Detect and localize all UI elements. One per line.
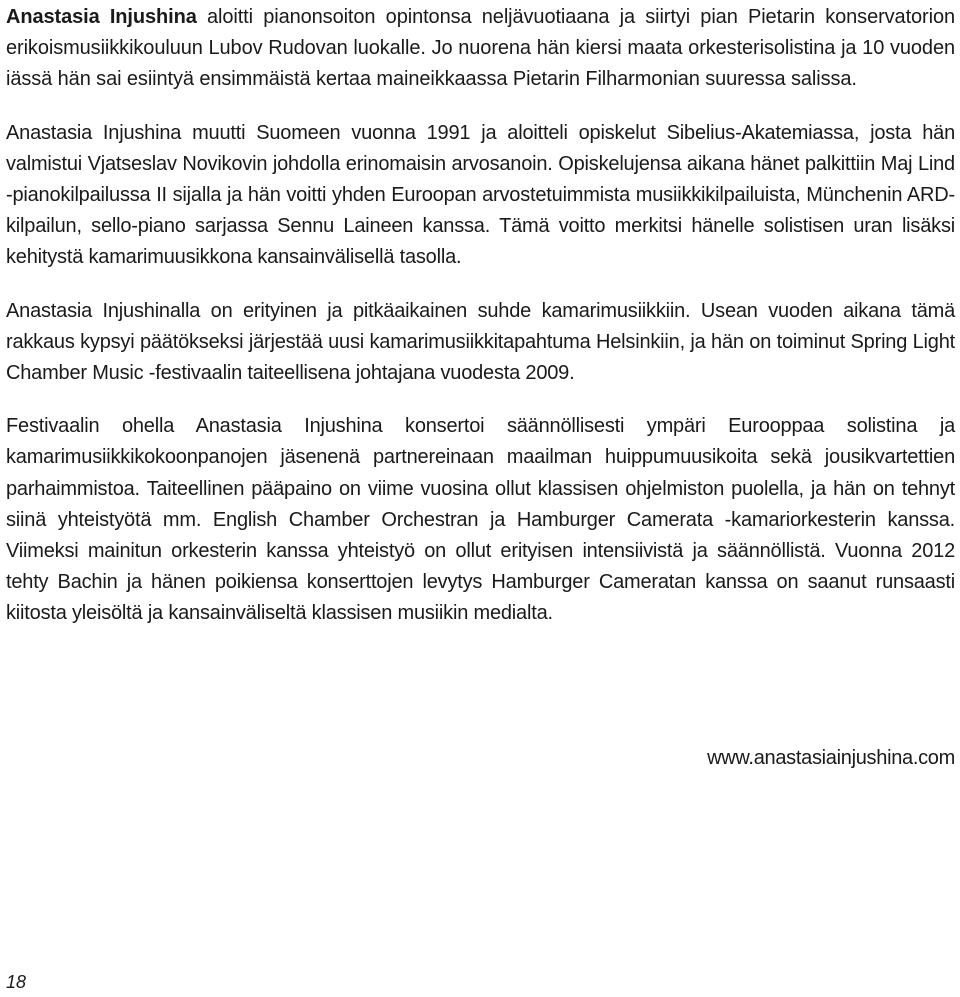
paragraph-intro-text: aloitti pianonsoiton opintonsa neljävuotiaana ja siirtyi pian Pietarin konservatorion erikoismusiikkikouluun Lubov Rudovan luokalle. Jo nuorena hän kiersi maata orkesterisolistina ja 10 vuoden iässä hän sai esiintyä ensimmäistä kertaa maineikkaassa Pietarin Filharmonian suuressa salissa. — [6, 6, 956, 91]
website-url: www.anastasiainjushina.com — [707, 747, 955, 769]
paragraph-chamber-music: Anastasia Injushinalla on erityinen ja pitkäaikainen suhde kamarimusiikkiin. Usean vuoden aikana tämä rakkaus kypsyi päätökseksi järjestää uusi kamarimusiikkitapahtuma Helsinkiin, ja hän on toiminut Spring Light Chamber Music -festivaalin taiteellisena johtajana vuodesta 2009. — [6, 299, 955, 385]
paragraph-career: Festivaalin ohella Anastasia Injushina konsertoi säännöllisesti ympäri Eurooppaa solistina ja kamarimusiikkikokoonpanojen jäsenenä partnereinaan maailman huippumuusikoita sekä jousikvartettien parhaimmistoa. Taiteellinen pääpaino on viime vuosina ollut klassisen ohjelmiston puolella, ja hän on tehnyt siinä yhteistyötä mm. English Chamber Orchestran ja Hamburger Camerata -kamariorkesterin kanssa. Viimeksi mainitun orkesterin kanssa yhteistyö on ollut erityisen intensiivistä ja säännöllistä. Vuonna 2012 tehty Bachin ja hänen poikiensa konserttojen levytys Hamburger Cameratan kanssa on saanut runsaasti kiitosta yleisöltä ja kansainväliseltä klassisen musiikin medialta. — [6, 415, 955, 625]
artist-name: Anastasia Injushina — [6, 6, 197, 28]
article-body — [6, 2, 955, 630]
paragraph-intro — [6, 2, 955, 96]
page-number: 18 — [6, 972, 27, 992]
paragraph-studies: Anastasia Injushina muutti Suomeen vuonna 1991 ja aloitteli opiskelut Sibelius-Akatemiassa, josta hän valmistui Vjatseslav Novikovin johdolla erinomaisin arvosanoin. Opiskelujensa aikana hänet palkittiin Maj Lind -pianokilpailussa II sijalla ja hän voitti yhden Euroopan arvostetuimmista musiikkikilpailuista, Münchenin ARD-kilpailun, sello-piano sarjassa Sennu Laineen kanssa. Tämä voitto merkitsi hänelle solistisen uran lisäksi kehitystä kamarimuusikkona kansainvälisellä tasolla. — [6, 121, 955, 269]
